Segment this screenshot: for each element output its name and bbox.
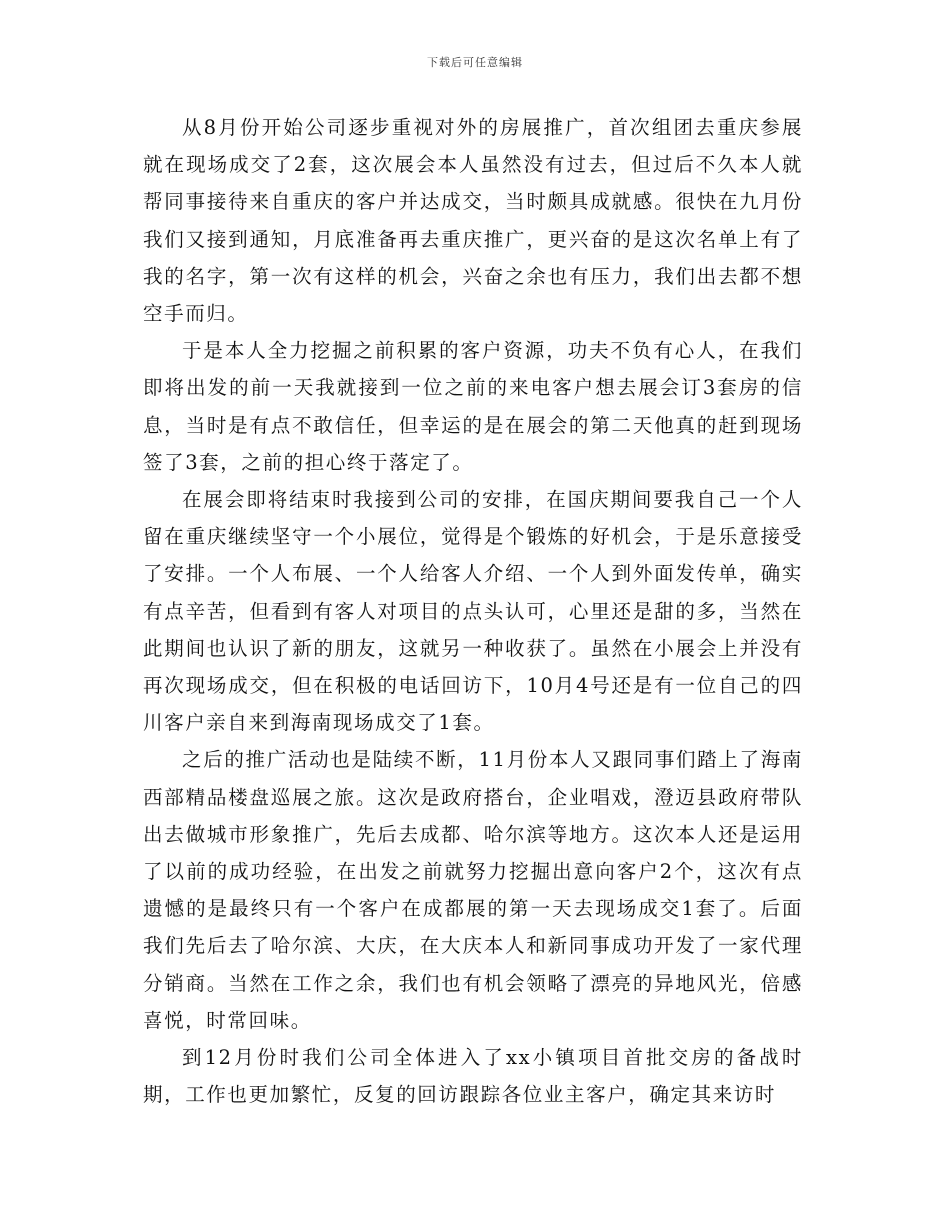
paragraph: 从8月份开始公司逐步重视对外的房展推广，首次组团去重庆参展就在现场成交了2套，这次展会本人虽然没有过去，但过后不久本人就帮同事接待来自重庆的客户并达成交，当时颇具成就感。很快在九月份我们又接到通知，月底准备再去重庆推广，更兴奋的是这次名单上有了我的名字，第一次有这样的机会，兴奋之余也有压力，我们出去都不想空手而归。 <box>143 116 803 326</box>
document-body <box>143 109 803 1113</box>
paragraph: 在展会即将结束时我接到公司的安排，在国庆期间要我自己一个人留在重庆继续坚守一个小展位，觉得是个锻炼的好机会，于是乐意接受了安排。一个人布展、一个人给客人介绍、一个人到外面发传单，确实有点辛苦，但看到有客人对项目的点头认可，心里还是甜的多，当然在此期间也认识了新的朋友，这就另一种收获了。虽然在小展会上并没有再次现场成交，但在积极的电话回访下，10月4号还是有一位自己的四川客户亲自来到海南现场成交了1套。 <box>143 488 803 735</box>
paragraph: 于是本人全力挖掘之前积累的客户资源，功夫不负有心人，在我们即将出发的前一天我就接到一位之前的来电客户想去展会订3套房的信息，当时是有点不敢信任，但幸运的是在展会的第二天他真的赶到现场签了3套，之前的担心终于落定了。 <box>143 339 803 474</box>
page-header: 下载后可任意编辑 <box>427 56 523 69</box>
paragraph: 之后的推广活动也是陆续不断，11月份本人又跟同事们踏上了海南西部精品楼盘巡展之旅。这次是政府搭台，企业唱戏，澄迈县政府带队出去做城市形象推广，先后去成都、哈尔滨等地方。这次本人还是运用了以前的成功经验，在出发之前就努力挖掘出意向客户2个，这次有点遗憾的是最终只有一个客户在成都展的第一天去现场成交1套了。后面我们先后去了哈尔滨、大庆，在大庆本人和新同事成功开发了一家代理分销商。当然在工作之余，我们也有机会领略了漂亮的异地风光，倍感喜悦，时常回味。 <box>143 748 803 1032</box>
paragraph: 到12月份时我们公司全体进入了xx小镇项目首批交房的备战时期，工作也更加繁忙，反复的回访跟踪各位业主客户，确定其来访时 <box>143 1046 803 1107</box>
